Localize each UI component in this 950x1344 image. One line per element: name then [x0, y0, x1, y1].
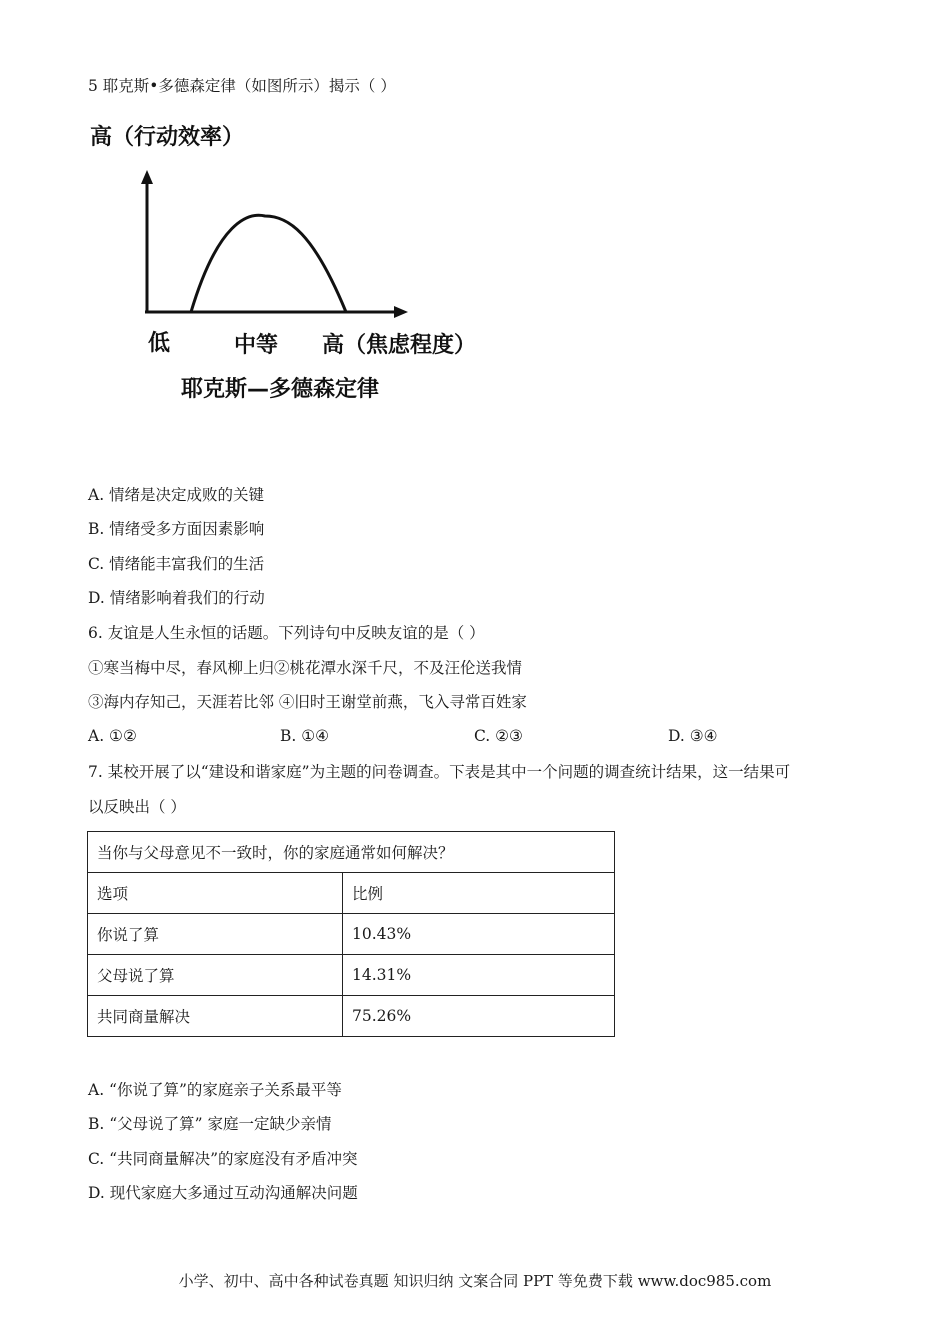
q6-option-c: C. ②③ [474, 727, 523, 745]
figure-caption: 耶克斯—多德森定律 [181, 377, 380, 402]
q6-option-b: B. ①④ [280, 727, 330, 745]
q5-option-a: A. 情绪是决定成败的关键 [88, 486, 265, 504]
q7-option-d: D. 现代家庭大多通过互动沟通解决问题 [88, 1184, 358, 1202]
table-row [88, 955, 615, 996]
q7-stem-line-1: 7. 某校开展了以“建设和谐家庭”为主题的问卷调查。下表是其中一个问题的调查统计结果，这一结果可 [88, 763, 791, 781]
x-label-mid: 中等 [234, 333, 279, 358]
table-cell-option: 父母说了算 [88, 955, 343, 996]
q5-stem: 5 耶克斯•多德森定律（如图所示）揭示（ ） [88, 77, 396, 95]
q6-poem-line-1: ①寒当梅中尽，春风柳上归②桃花潭水深千尺，不及汪伦送我情 [88, 659, 523, 677]
q5-option-c: C. 情绪能丰富我们的生活 [88, 555, 265, 573]
q7-option-c: C. “共同商量解决”的家庭没有矛盾冲突 [88, 1150, 358, 1168]
x-label-high: 高（焦虑程度） [322, 333, 477, 358]
table-cell-option: 你说了算 [88, 914, 343, 955]
table-title: 当你与父母意见不一致时，你的家庭通常如何解决？ [88, 832, 615, 873]
q7-option-a: A. “你说了算”的家庭亲子关系最平等 [88, 1081, 342, 1099]
table-title-row [88, 832, 615, 873]
performance-curve [191, 215, 346, 312]
q6-options [88, 727, 788, 747]
table-header-option: 选项 [88, 873, 343, 914]
table-cell-ratio: 10.43% [343, 914, 615, 955]
q6-stem: 6. 友谊是人生永恒的话题。下列诗句中反映友谊的是（ ） [88, 624, 485, 642]
yerkes-dodson-figure [88, 112, 508, 412]
table-cell-ratio: 14.31% [343, 955, 615, 996]
page-footer: 小学、初中、高中各种试卷真题 知识归纳 文案合同 PPT 等免费下载 www.doc985.com [178, 1272, 772, 1290]
q5-option-b: B. 情绪受多方面因素影响 [88, 520, 265, 538]
figure-y-label: 高（行动效率） [90, 125, 245, 150]
x-axis-arrow-icon [394, 306, 408, 318]
table-row [88, 914, 615, 955]
q7-stem-line-2: 以反映出（ ） [88, 798, 186, 816]
x-label-low: 低 [148, 331, 171, 356]
q5-option-d: D. 情绪影响着我们的行动 [88, 589, 265, 607]
survey-table [87, 831, 615, 1037]
q7-option-b: B. “父母说了算” 家庭一定缺少亲情 [88, 1115, 332, 1133]
table-header-row [88, 873, 615, 914]
q6-option-d: D. ③④ [668, 727, 718, 745]
table-cell-ratio: 75.26% [343, 996, 615, 1037]
q6-poem-line-2: ③海内存知己，天涯若比邻 ④旧时王谢堂前燕，飞入寻常百姓家 [88, 693, 527, 711]
y-axis-arrow-icon [141, 170, 153, 184]
q6-option-a: A. ①② [88, 727, 137, 745]
table-row [88, 996, 615, 1037]
table-header-ratio: 比例 [343, 873, 615, 914]
table-cell-option: 共同商量解决 [88, 996, 343, 1037]
